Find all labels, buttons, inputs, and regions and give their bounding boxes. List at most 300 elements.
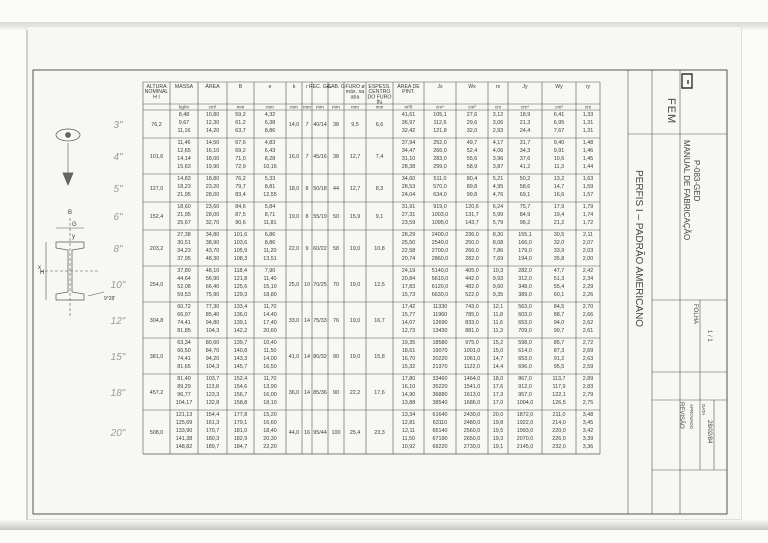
profile-value-cell: 103,7 (205, 376, 220, 382)
diagram-label-h: H (40, 270, 45, 276)
section-property-cell: 69220 (432, 444, 448, 450)
section-property-cell: 22,58 (401, 248, 416, 254)
section-property-cell: 13,88 (401, 400, 416, 406)
profile-value-cell: 34,23 (177, 248, 191, 254)
section-property-cell: 9,93 (492, 276, 504, 282)
section-property-cell: 570,0 (433, 184, 447, 190)
nominal-height-cell: 304,8 (149, 318, 164, 324)
section-property-cell: 96,2 (519, 220, 531, 226)
profile-value-cell: 142,2 (233, 328, 248, 334)
section-property-cell: 5610,0 (431, 276, 449, 282)
section-property-cell: 2,66 (582, 312, 594, 318)
profile-value-cell: 48,30 (205, 256, 220, 262)
section-property-cell: 3,12 (492, 112, 504, 118)
section-property-cell: 912,0 (518, 384, 532, 390)
section-property-cell: 867,0 (518, 376, 532, 382)
profile-value-cell: 5,84 (264, 204, 276, 210)
section-property-cell: 13430 (432, 328, 448, 334)
k-cell: 25,0 (288, 282, 300, 288)
section-property-cell: 95,5 (553, 364, 565, 370)
section-property-cell: 211,0 (552, 412, 566, 418)
profile-value-cell: 14,14 (177, 156, 191, 162)
profile-value-cell: 12,30 (205, 120, 220, 126)
profile-value-cell: 121,8 (233, 276, 248, 282)
r-cell: 8 (305, 214, 309, 220)
section-property-cell: 389,0 (518, 292, 532, 298)
profile-value-cell: 103,6 (233, 240, 248, 246)
rec-cell: 85/36 (313, 390, 327, 396)
section-property-cell: 121,8 (433, 128, 447, 134)
profile-value-cell: 94,80 (205, 320, 220, 326)
tfu-cell: 6,6 (375, 122, 384, 128)
section-property-cell: 12,11 (401, 428, 416, 434)
tfu-cell: 12,5 (374, 282, 385, 288)
section-property-cell: 2430,0 (463, 412, 481, 418)
profile-value-cell: 77,30 (205, 304, 220, 310)
rec-cell: 55/19 (313, 214, 327, 220)
section-property-cell: 598,0 (518, 340, 532, 346)
section-property-cell: 19,4 (553, 212, 565, 218)
section-property-cell: 1872,0 (516, 412, 534, 418)
section-property-cell: 19,5 (492, 428, 504, 434)
section-property-cell: 232,0 (552, 444, 566, 450)
nominal-height-cell: 203,2 (149, 246, 164, 252)
profile-value-cell: 121,13 (175, 412, 193, 418)
section-property-cell: 10,92 (401, 444, 416, 450)
profile-value-cell: 74,41 (177, 320, 191, 326)
section-property-cell: 41,61 (401, 112, 416, 118)
profile-value-cell: 28,00 (205, 192, 220, 198)
profile-value-cell: 16,10 (205, 148, 220, 154)
column-header: r (306, 84, 308, 90)
section-property-cell: 17,42 (401, 304, 416, 310)
view-arrow-head-icon (63, 173, 73, 185)
k-cell: 44,0 (288, 430, 300, 436)
profile-value-cell: 66,50 (177, 348, 191, 354)
profile-value-cell: 104,3 (205, 364, 220, 370)
section-property-cell: 2,70 (582, 304, 594, 310)
section-property-cell: 2,61 (582, 328, 594, 334)
profile-value-cell: 37,95 (177, 256, 191, 262)
section-property-cell: 11,50 (401, 436, 416, 442)
furo-cell: 12,7 (349, 186, 361, 192)
diagram-label-x: x (38, 265, 41, 271)
column-unit: cm² (208, 104, 217, 110)
r-cell: 14 (304, 318, 310, 324)
profile-value-cell: 161,3 (205, 420, 220, 426)
profile-value-cell: 104,17 (175, 400, 193, 406)
section-property-cell: 511,0 (433, 176, 447, 182)
section-property-cell: 5,99 (492, 212, 504, 218)
section-property-cell: 21,2 (553, 220, 565, 226)
section-property-cell: 7,69 (492, 256, 504, 262)
profile-value-cell: 14,83 (177, 176, 191, 182)
section-property-cell: 28,53 (401, 184, 416, 190)
profile-value-cell: 125,6 (233, 284, 248, 290)
section-property-cell: 16,10 (401, 384, 416, 390)
column-header: máx. na (345, 89, 365, 96)
diagram-label-slope: 9°28' (104, 296, 116, 302)
column-unit: mm (236, 104, 245, 110)
profile-value-cell: 22,20 (263, 444, 277, 450)
profile-value-cell: 11,70 (263, 304, 277, 310)
section-property-cell: 31,7 (519, 140, 531, 146)
tfu-cell: 23,3 (374, 430, 385, 436)
section-property-cell: 11,3 (553, 164, 565, 170)
section-property-cell: 17,9 (553, 204, 565, 210)
nominal-height-cell: 127,0 (149, 186, 164, 192)
section-property-cell: 80,4 (466, 176, 478, 182)
profile-value-cell: 32,70 (205, 220, 220, 226)
section-property-cell: 1,31 (582, 120, 594, 126)
section-property-cell: 17,0 (492, 400, 504, 406)
section-property-cell: 24,04 (401, 192, 416, 198)
section-property-cell: 12,73 (401, 328, 416, 334)
profile-value-cell: 8,71 (264, 212, 276, 218)
profile-value-cell: 6,38 (264, 120, 276, 126)
section-property-cell: 1541,0 (463, 384, 481, 390)
section-property-cell: 15,77 (401, 312, 416, 318)
profile-value-cell: 59,2 (235, 112, 246, 118)
section-property-cell: 41,2 (519, 164, 531, 170)
profile-value-cell: 19,90 (205, 164, 220, 170)
section-property-cell: 442,0 (465, 276, 479, 282)
section-property-cell: 6,24 (492, 204, 504, 210)
section-property-cell: 2,03 (582, 248, 594, 254)
column-header: REC. G/L (308, 84, 332, 90)
section-property-cell: 2400,0 (431, 232, 449, 238)
column-unit: mm (290, 104, 298, 110)
section-property-cell: 11,3 (492, 328, 504, 334)
furo-cell: 22,2 (349, 390, 361, 396)
section-property-cell: 35220 (432, 384, 448, 390)
profile-value-cell: 90,6 (235, 220, 246, 226)
section-property-cell: 282,0 (465, 256, 479, 262)
section-property-cell: 17,3 (492, 392, 504, 398)
gab-cell: 76 (333, 318, 339, 324)
section-property-cell: 18,61 (401, 348, 416, 354)
section-property-cell: 99,8 (466, 192, 478, 198)
section-property-cell: 1,74 (582, 212, 594, 218)
profile-value-cell: 17,40 (263, 320, 277, 326)
section-property-cell: 32,0 (466, 128, 478, 134)
column-unit: m²/t (404, 104, 413, 110)
section-property-cell: 155,1 (518, 232, 532, 238)
section-property-cell: 3,39 (582, 436, 594, 442)
section-property-cell: 653,0 (518, 320, 532, 326)
k-cell: 33,0 (288, 318, 300, 324)
nominal-inch-label: 5" (113, 184, 123, 195)
section-property-cell: 27,31 (401, 212, 416, 218)
section-property-cell: 563,0 (518, 304, 532, 310)
profile-value-cell: 11,40 (263, 276, 277, 282)
section-property-cell: 166,0 (518, 240, 532, 246)
section-property-cell: 3,87 (492, 164, 504, 170)
section-property-cell: 1,57 (582, 192, 594, 198)
furo-cell: 19,0 (349, 282, 361, 288)
k-cell: 16,0 (288, 154, 300, 160)
section-property-cell: 2,72 (582, 340, 594, 346)
section-property-cell: 2,62 (582, 320, 594, 326)
section-property-cell: 252,0 (433, 140, 447, 146)
section-property-cell: 47,7 (553, 268, 565, 274)
profile-value-cell: 59,53 (177, 292, 191, 298)
profile-value-cell: 81,85 (177, 328, 191, 334)
folha-value: 1 / 1 (706, 330, 712, 342)
section-property-cell: 2,69 (582, 348, 594, 354)
section-property-cell: 17,80 (401, 376, 416, 382)
gab-cell: 44 (333, 186, 339, 192)
column-unit: kg/m (179, 104, 189, 110)
section-property-cell: 6120,0 (431, 284, 449, 290)
furo-cell: 12,7 (349, 154, 361, 160)
profile-value-cell: 11,70 (263, 376, 277, 382)
section-property-cell: 19,8 (492, 420, 504, 426)
column-unit: cm (494, 104, 502, 110)
column-header: k (292, 84, 296, 90)
column-unit: cm⁴ (435, 104, 445, 110)
profile-value-cell: 37,80 (177, 268, 191, 274)
section-property-cell: 131,7 (465, 212, 479, 218)
profile-value-cell: 16,50 (263, 364, 277, 370)
section-property-cell: 1,72 (582, 220, 594, 226)
section-property-cell: 3,96 (492, 156, 504, 162)
profile-value-cell: 6,43 (264, 148, 276, 154)
profile-value-cell: 18,80 (263, 292, 277, 298)
section-property-cell: 2540,0 (431, 240, 449, 246)
section-property-cell: 4,06 (492, 148, 504, 154)
section-property-cell: 9,91 (553, 148, 565, 154)
profile-value-cell: 14,20 (205, 128, 220, 134)
section-property-cell: 120,6 (465, 204, 479, 210)
profile-value-cell: 8,86 (264, 128, 276, 134)
section-property-cell: 3,06 (492, 120, 504, 126)
nominal-height-cell: 457,2 (149, 390, 164, 396)
section-property-cell: 919,0 (433, 204, 447, 210)
r-cell: 14 (304, 354, 310, 360)
profile-value-cell: 133,90 (175, 428, 193, 434)
profile-value-cell: 16,00 (263, 392, 277, 398)
section-property-cell: 2730,0 (463, 444, 481, 450)
section-property-cell: 69,1 (519, 192, 531, 198)
profile-value-cell: 96,77 (177, 392, 191, 398)
nominal-inch-label: 12" (110, 316, 126, 327)
column-unit: cm³ (468, 104, 476, 110)
section-property-cell: 2650,0 (463, 436, 481, 442)
profile-value-cell: 80,60 (205, 340, 220, 346)
profile-value-cell: 140,8 (233, 348, 248, 354)
section-property-cell: 522,0 (465, 292, 479, 298)
company-name: FEM (665, 98, 677, 125)
section-property-cell: 52,4 (466, 148, 478, 154)
section-property-cell: 94,0 (553, 320, 565, 326)
section-property-cell: 49,7 (466, 140, 478, 146)
section-property-cell: 9,35 (492, 292, 504, 298)
section-property-cell: 312,0 (518, 276, 532, 282)
section-property-cell: 2,11 (582, 232, 594, 238)
profile-value-cell: 11,50 (263, 348, 277, 354)
section-property-cell: 15,0 (492, 348, 504, 354)
section-property-cell: 15,2 (492, 340, 504, 346)
section-property-cell: 38540 (432, 400, 448, 406)
section-property-cell: 214,0 (552, 420, 566, 426)
profile-value-cell: 5,33 (264, 176, 276, 182)
section-property-cell: 58,6 (519, 184, 531, 190)
profile-value-cell: 71,0 (235, 156, 246, 162)
section-property-cell: 14,4 (492, 364, 504, 370)
section-property-cell: 3,42 (582, 428, 594, 434)
column-unit: mm (303, 104, 311, 110)
gab-cell: 58 (333, 246, 339, 252)
furo-cell: 19,0 (349, 318, 361, 324)
k-cell: 18,0 (288, 186, 300, 192)
profile-value-cell: 12,55 (263, 192, 277, 198)
section-property-cell: 58,9 (466, 164, 478, 170)
section-property-cell: 11330 (432, 304, 448, 310)
profile-value-cell: 141,38 (175, 436, 193, 442)
profile-value-cell: 81,40 (177, 376, 191, 382)
section-property-cell: 33460 (432, 376, 448, 382)
k-cell: 14,0 (288, 122, 300, 128)
folha-label: FOLHA (692, 304, 698, 325)
section-property-cell: 2,00 (582, 256, 594, 262)
section-property-cell: 31,91 (401, 204, 416, 210)
section-property-cell: 2860,0 (431, 256, 449, 262)
nominal-height-cell: 508,0 (149, 430, 164, 436)
section-property-cell: 833,0 (465, 320, 479, 326)
section-property-cell: 2,75 (582, 400, 594, 406)
profile-value-cell: 12,65 (177, 148, 191, 154)
section-property-cell: 36880 (432, 392, 448, 398)
profile-value-cell: 179,1 (233, 420, 248, 426)
profile-value-cell: 34,80 (205, 232, 220, 238)
profile-value-cell: 148,82 (175, 444, 193, 450)
column-header: Wx (468, 84, 476, 90)
section-property-cell: 13,2 (553, 176, 565, 182)
profile-value-cell: 44,64 (177, 276, 191, 282)
profile-value-cell: 158,8 (233, 400, 248, 406)
section-property-cell: 99,7 (553, 328, 565, 334)
section-property-cell: 709,0 (518, 328, 532, 334)
section-property-cell: 27,6 (466, 112, 478, 118)
profile-value-cell: 11,46 (177, 140, 191, 146)
r-cell: 9 (305, 246, 309, 252)
manual-title: MANUAL DE FABRICAÇÃO (682, 140, 691, 241)
profile-value-cell: 20,60 (263, 328, 277, 334)
column-header: PINT. (402, 89, 415, 96)
section-property-cell: 18,9 (519, 112, 531, 118)
profile-value-cell: 67,6 (235, 140, 246, 146)
profile-value-cell: 43,70 (205, 248, 220, 254)
column-header: aba (350, 94, 360, 101)
section-property-cell: 112,6 (433, 120, 447, 126)
gab-cell: 100 (331, 430, 341, 436)
section-property-cell: 5140,0 (431, 268, 449, 274)
revisao-approved: APROVADO (689, 404, 694, 430)
section-property-cell: 282,0 (518, 268, 532, 274)
company-logo (682, 74, 692, 88)
section-property-cell: 299,0 (433, 164, 447, 170)
profile-value-cell: 66,40 (205, 284, 220, 290)
section-property-cell: 61640 (432, 412, 448, 418)
profile-value-cell: 8,86 (264, 240, 276, 246)
profile-value-cell: 184,7 (233, 444, 248, 450)
profile-value-cell: 74,41 (177, 356, 191, 362)
column-header: CENTRO (368, 89, 391, 96)
profile-value-cell: 118,4 (233, 268, 248, 274)
section-property-cell: 2,63 (582, 356, 594, 362)
tfu-cell: 17,6 (374, 390, 385, 396)
profile-value-cell: 143,3 (233, 356, 248, 362)
section-property-cell: 87,3 (553, 348, 565, 354)
section-property-cell: 24,4 (519, 128, 531, 134)
column-unit: mm (375, 104, 384, 110)
profile-value-cell: 15,10 (263, 284, 277, 290)
profile-value-cell: 28,00 (205, 212, 220, 218)
section-property-cell: 4,95 (492, 184, 504, 190)
profile-value-cell: 15,63 (177, 164, 191, 170)
profile-value-cell: 94,20 (205, 356, 220, 362)
gab-cell: 70 (333, 282, 339, 288)
profile-value-cell: 145,7 (233, 364, 248, 370)
tfu-cell: 10,8 (374, 246, 385, 252)
section-property-cell: 14,7 (492, 356, 504, 362)
section-property-cell: 20,84 (401, 276, 416, 282)
profile-value-cell: 154,4 (205, 412, 220, 418)
section-property-cell: 32,42 (401, 128, 416, 134)
profile-value-cell: 152,4 (233, 376, 248, 382)
section-property-cell: 6,95 (553, 120, 565, 126)
section-property-cell: 30,5 (553, 232, 565, 238)
section-property-cell: 2,29 (582, 284, 594, 290)
profile-value-cell: 18,40 (263, 428, 277, 434)
logo-mark-icon (682, 74, 692, 88)
profile-value-cell: 23,60 (205, 204, 220, 210)
r-cell: 10 (304, 282, 310, 288)
furo-cell: 25,4 (349, 430, 361, 436)
section-property-cell: 32,0 (553, 240, 565, 246)
section-property-cell: 105,1 (433, 112, 447, 118)
column-header: e (268, 84, 272, 90)
diagram-label-b: B (68, 210, 73, 216)
profile-value-cell: 23,20 (205, 184, 220, 190)
section-property-cell: 17,6 (492, 384, 504, 390)
column-unit: mm (332, 104, 340, 110)
rec-cell: 50/18 (313, 186, 327, 192)
furo-cell: 19,0 (349, 354, 361, 360)
profile-value-cell: 125,69 (175, 420, 193, 426)
profile-value-cell: 20,30 (263, 436, 277, 442)
section-property-cell: 482,0 (465, 284, 479, 290)
section-property-cell: 37,6 (519, 156, 531, 162)
profile-value-cell: 11,16 (177, 128, 191, 134)
profile-value-cell: 13,90 (263, 384, 277, 390)
section-property-cell: 20,74 (401, 256, 416, 262)
profile-value-cell: 52,08 (177, 284, 191, 290)
section-property-cell: 2070,0 (516, 436, 534, 442)
column-header: Jy (522, 84, 528, 90)
profile-value-cell: 105,9 (233, 248, 248, 254)
column-header: B (238, 84, 243, 90)
section-property-cell: 1095,0 (431, 220, 449, 226)
section-property-cell: 36,97 (401, 120, 416, 126)
nominal-height-cell: 152,4 (149, 214, 164, 220)
section-property-cell: 1613,0 (463, 392, 481, 398)
section-property-cell: 17,83 (401, 284, 416, 290)
column-unit: mm (351, 104, 359, 110)
profile-value-cell: 139,1 (233, 320, 248, 326)
column-header: ÁREA (205, 84, 220, 90)
